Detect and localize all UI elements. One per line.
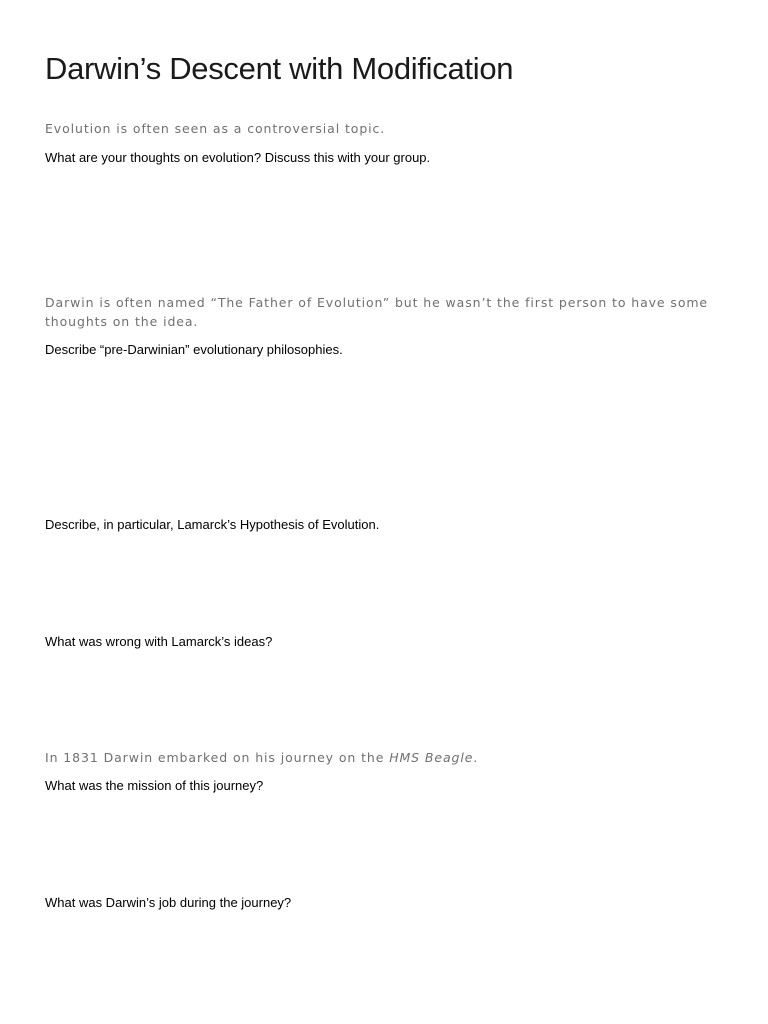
page-title: Darwin’s Descent with Modification [45,51,514,86]
intro-text: Evolution is often seen as a controversial topic. [45,121,386,136]
intro-text: Darwin is often named “The Father of Evolution” but he wasn’t the first person to have some thoughts on the idea. [45,295,709,329]
question-text: Describe “pre-Darwinian” evolutionary philosophies. [45,342,343,357]
intro-text [45,748,725,767]
question-text: What was wrong with Lamarck’s ideas? [45,634,273,649]
question-text: What was Darwin’s job during the journey? [45,895,292,910]
question-text: Describe, in particular, Lamarck’s Hypothesis of Evolution. [45,517,380,532]
question-text: What are your thoughts on evolution? Discuss this with your group. [45,150,431,165]
intro-text-start: In 1831 Darwin embarked on his journey on the [45,750,390,765]
question-text: What was the mission of this journey? [45,778,264,793]
intro-text-end: . [473,750,479,765]
ship-name: HMS Beagle [389,750,474,765]
